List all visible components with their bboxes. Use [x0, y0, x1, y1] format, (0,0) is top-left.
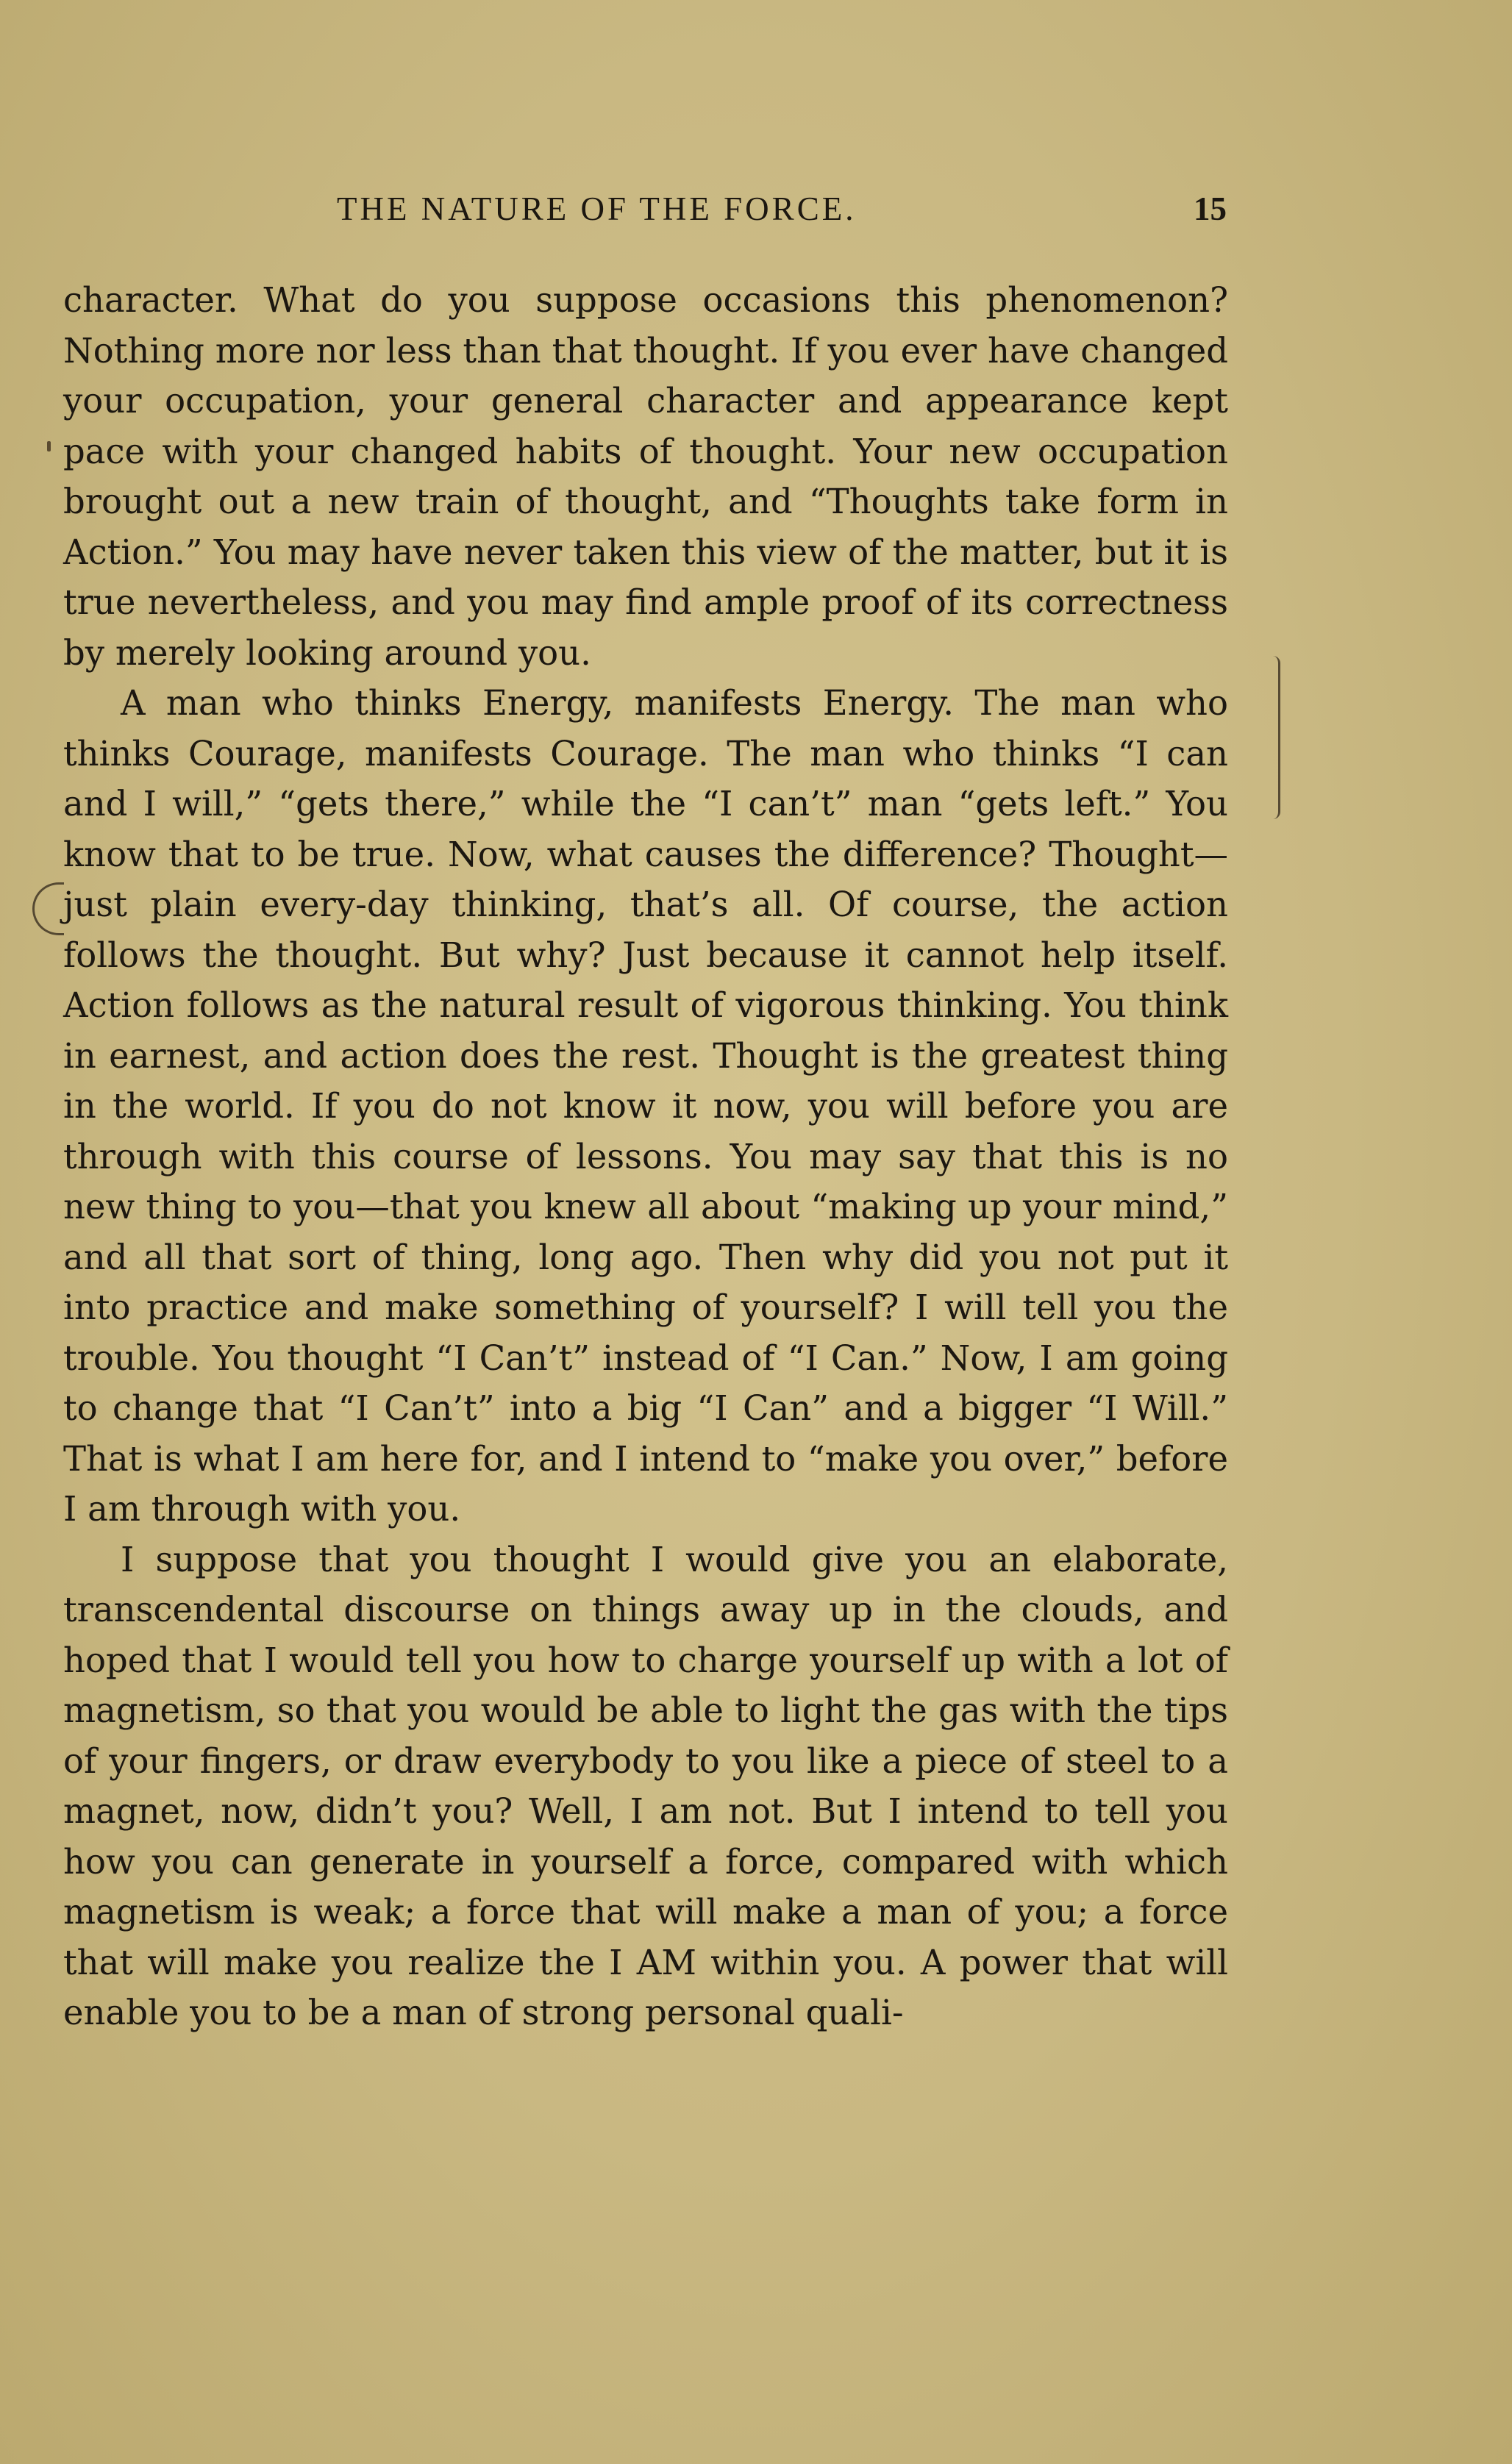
handwritten-paren-mark [32, 882, 64, 935]
running-title: THE NATURE OF THE FORCE. [337, 190, 857, 227]
handwritten-bracket-mark [1266, 656, 1280, 819]
running-head [65, 190, 1227, 241]
paragraph-2: A man who thinks Energy, manifests Energy. The man who thinks Courage, manifests Courage. The man who thinks “I can and I will,” “gets there,” while the “I can’t” man “gets left.” You know that to be true. Now, what causes the difference? Thought—just plain every-day thinking, that’s all. Of course, the action follows the thought. But why? Just because it cannot help itself. Action follows as the natural result of vigorous thinking. You think in earnest, and action does the rest. Thought is the greatest thing in the world. If you do not know it now, you will before you are through with this course of lessons. You may say that this is no new thing to you—that you knew all about “making up your mind,” and all that sort of thing, long ago. Then why did you not put it into practice and make something of yourself? I will tell you the trouble. You thought “I Can’t” instead of “I Can.” Now, I am going to change that “I Can’t” into a big “I Can” and a bigger “I Will.” That is what I am here for, and I intend to “make you over,” before I am through with you. [63, 683, 1228, 1529]
paragraph-3: I suppose that you thought I would give you an elaborate, transcendental discourse on things away up in the clouds, and hoped that I would tell you how to charge yourself up with a lot of magnetism, so that you would be able to light the gas with the tips of your fingers, or draw everybody to you like a piece of steel to a magnet, now, didn’t you? Well, I am not. But I intend to tell you how you can generate in yourself a force, compared with which magnetism is weak; a force that will make a man of you; a force that will make you realize the I AM within you. A power that will enable you to be a man of strong personal quali- [63, 1539, 1228, 2032]
body-text [63, 275, 1228, 2038]
paragraph-1: character. What do you suppose occasions this phenomenon? Nothing more nor less than that thought. If you ever have changed your occupation, your general character and appearance kept pace with your changed habits of thought. Your new occupation brought out a new train of thought, and “Thoughts take form in Action.” You may have never taken this view of the matter, but it is true nevertheless, and you may find ample proof of its correctness by merely looking around you. [63, 280, 1228, 673]
margin-mark-dot [47, 441, 51, 451]
page-number: 15 [1194, 190, 1227, 227]
